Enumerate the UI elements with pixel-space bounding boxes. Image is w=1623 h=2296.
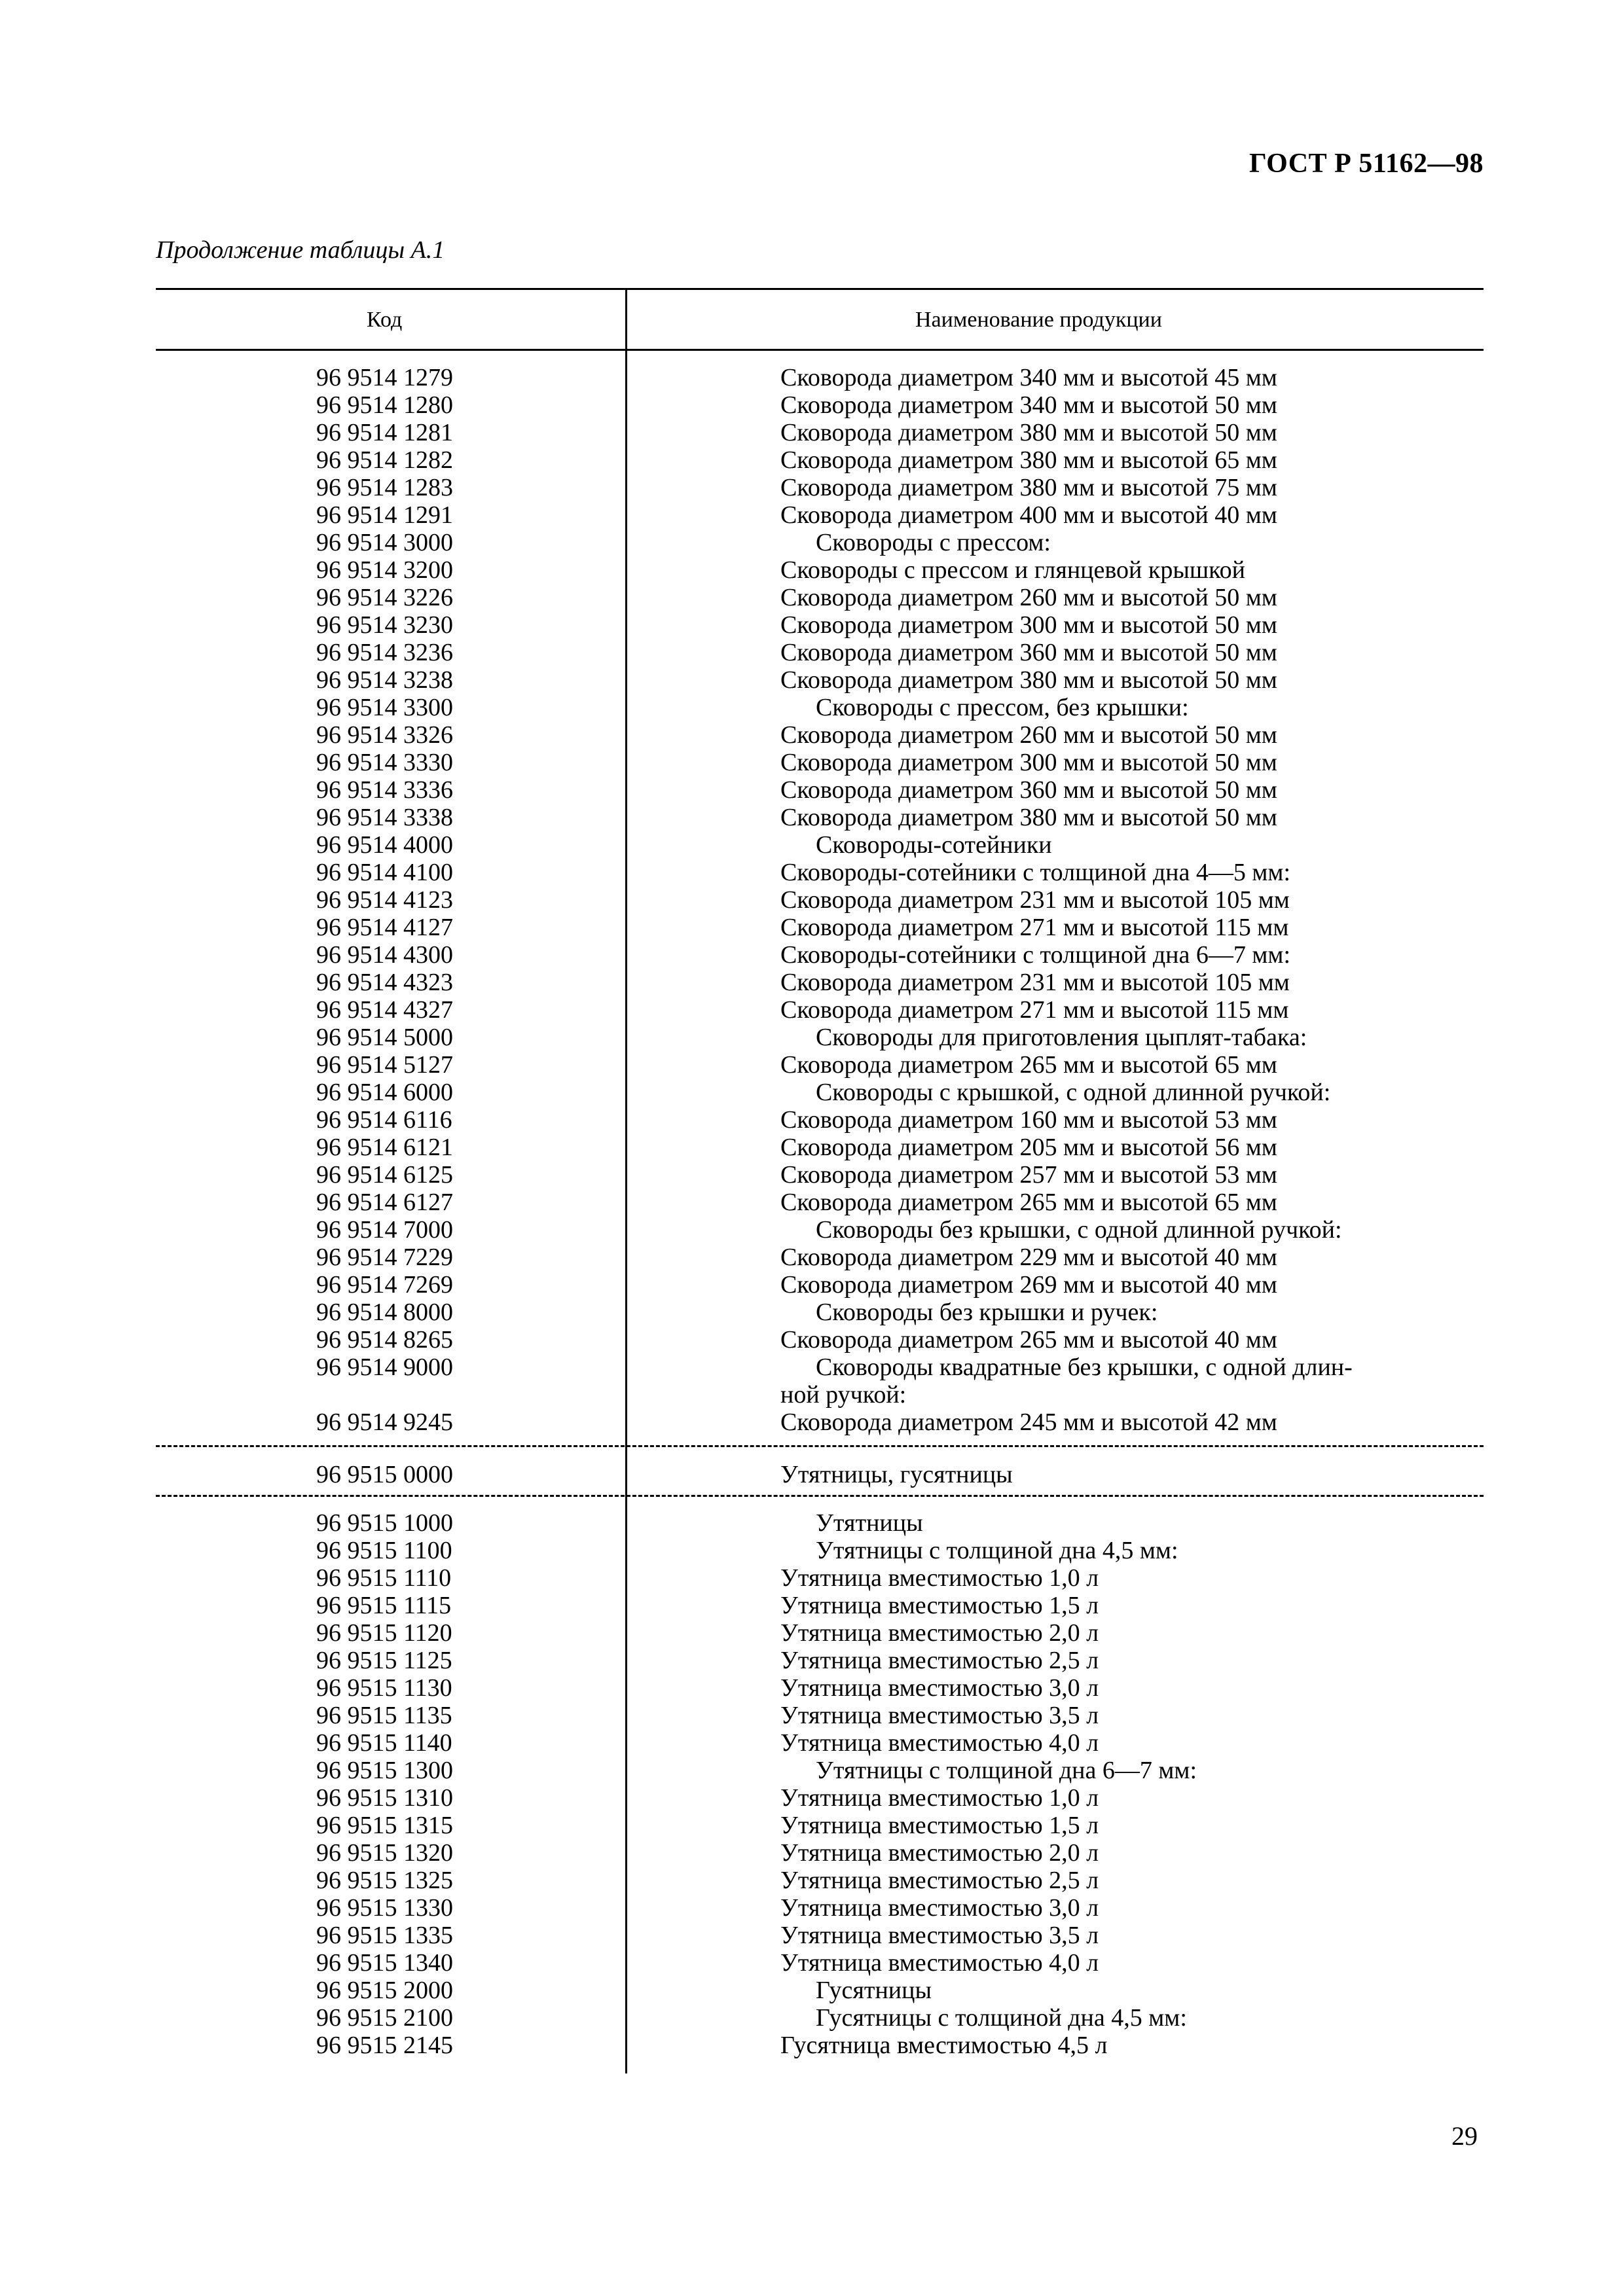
product-code: 96 9514 1280 (316, 391, 453, 419)
table-caption: Продолжение таблицы А.1 (156, 236, 445, 264)
product-name: Сковороды без крышки и ручек: (816, 1299, 1158, 1326)
product-name: Утятница вместимостью 4,0 л (780, 1949, 1099, 1977)
product-code: 96 9514 4300 (316, 941, 453, 969)
standard-designation: ГОСТ Р 51162—98 (1249, 149, 1484, 179)
product-code: 96 9514 1279 (316, 364, 453, 391)
product-name: Сковорода диаметром 231 мм и высотой 105 мм (780, 886, 1290, 914)
product-name: Сковорода диаметром 231 мм и высотой 105 мм (780, 969, 1290, 996)
product-name: Сковорода диаметром 265 мм и высотой 40 мм (780, 1326, 1277, 1354)
product-code: 96 9514 3236 (316, 639, 453, 666)
product-name: Сковороды-сотейники (816, 831, 1052, 859)
product-name: Утятница вместимостью 2,5 л (780, 1647, 1099, 1674)
product-name: Сковорода диаметром 245 мм и высотой 42 мм (780, 1408, 1277, 1436)
product-name: Сковорода диаметром 360 мм и высотой 50 мм (780, 639, 1277, 666)
table-row (0, 1949, 1623, 1977)
product-name: Гусятницы (816, 1977, 932, 2004)
table-row (0, 584, 1623, 611)
table-row (0, 1354, 1623, 1381)
product-code: 96 9515 1140 (316, 1729, 452, 1757)
product-name: Сковороды с прессом: (816, 529, 1051, 556)
product-name: Сковороды с прессом, без крышки: (816, 694, 1189, 721)
table-row (0, 859, 1623, 886)
product-code: 96 9515 1300 (316, 1757, 453, 1784)
product-code: 96 9514 4327 (316, 996, 453, 1024)
product-name: Сковорода диаметром 269 мм и высотой 40 мм (780, 1271, 1277, 1299)
product-code: 96 9514 3336 (316, 776, 453, 804)
product-name: Сковорода диаметром 160 мм и высотой 53 мм (780, 1106, 1277, 1134)
table-row (0, 556, 1623, 584)
product-code: 96 9515 2145 (316, 2032, 453, 2059)
table-row (0, 1729, 1623, 1757)
product-name: Утятница вместимостью 1,5 л (780, 1592, 1099, 1619)
table-row (0, 1784, 1623, 1812)
table-row (0, 1757, 1623, 1784)
product-name: Утятница вместимостью 3,5 л (780, 1922, 1099, 1949)
table-row (0, 831, 1623, 859)
product-name: Сковорода диаметром 340 мм и высотой 45 мм (780, 364, 1277, 391)
table-row (0, 1702, 1623, 1729)
table-row (0, 1537, 1623, 1564)
table-row (0, 529, 1623, 556)
table-row (0, 474, 1623, 501)
column-header-code: Код (367, 308, 403, 332)
product-code: 96 9515 1125 (316, 1647, 452, 1674)
product-code: 96 9514 3000 (316, 529, 453, 556)
table-row (0, 2032, 1623, 2059)
product-name: Гусятницы с толщиной дна 4,5 мм: (816, 2004, 1187, 2032)
product-name: Сковорода диаметром 265 мм и высотой 65 мм (780, 1189, 1277, 1216)
product-code: 96 9515 1110 (316, 1564, 452, 1592)
product-code: 96 9514 1281 (316, 419, 453, 446)
table-row (0, 1381, 1623, 1408)
table-row (0, 419, 1623, 446)
group-row (0, 1461, 1623, 1488)
product-code: 96 9515 1315 (316, 1812, 453, 1839)
product-name: Сковорода диаметром 300 мм и высотой 50 мм (780, 611, 1277, 639)
table-row (0, 1299, 1623, 1326)
column-header-name: Наименование продукции (915, 308, 1162, 332)
product-name: Сковорода диаметром 380 мм и высотой 65 мм (780, 446, 1277, 474)
product-code: 96 9515 1100 (316, 1537, 452, 1564)
table-row (0, 1564, 1623, 1592)
product-name: Сковороды с крышкой, с одной длинной ручкой: (816, 1079, 1331, 1106)
group-name: Утятницы, гусятницы (780, 1461, 1013, 1488)
product-code: 96 9514 3200 (316, 556, 453, 584)
product-code: 96 9515 1330 (316, 1894, 453, 1922)
product-code: 96 9514 1282 (316, 446, 453, 474)
product-code: 96 9515 1135 (316, 1702, 452, 1729)
table-row (0, 749, 1623, 776)
table-row (0, 1408, 1623, 1436)
table-row (0, 1592, 1623, 1619)
table-row (0, 1619, 1623, 1647)
product-name: Сковороды квадратные без крышки, с одной длин- (816, 1354, 1353, 1381)
table-row (0, 694, 1623, 721)
product-code: 96 9514 6000 (316, 1079, 453, 1106)
product-code: 96 9514 3230 (316, 611, 453, 639)
product-name: Утятница вместимостью 1,0 л (780, 1784, 1099, 1812)
product-code: 96 9514 3326 (316, 721, 453, 749)
product-name: Сковороды без крышки, с одной длинной ручкой: (816, 1216, 1342, 1244)
table-row (0, 1839, 1623, 1867)
table-row (0, 1189, 1623, 1216)
product-code: 96 9515 1320 (316, 1839, 453, 1867)
product-code: 96 9514 4123 (316, 886, 453, 914)
product-name: Сковорода диаметром 271 мм и высотой 115 мм (780, 996, 1289, 1024)
product-code: 96 9515 1335 (316, 1922, 453, 1949)
product-name: Сковорода диаметром 380 мм и высотой 50 мм (780, 666, 1277, 694)
table-row (0, 1922, 1623, 1949)
table-row (0, 1079, 1623, 1106)
product-name: Утятница вместимостью 2,5 л (780, 1867, 1099, 1894)
product-code: 96 9514 1291 (316, 501, 453, 529)
table-row (0, 501, 1623, 529)
table-row (0, 364, 1623, 391)
table-row (0, 1509, 1623, 1537)
table-row (0, 996, 1623, 1024)
product-name: Сковорода диаметром 380 мм и высотой 50 мм (780, 419, 1277, 446)
product-name: Сковорода диаметром 205 мм и высотой 56 мм (780, 1134, 1277, 1161)
product-code: 96 9514 5000 (316, 1024, 453, 1051)
product-name: Утятницы с толщиной дна 4,5 мм: (816, 1537, 1178, 1564)
product-code: 96 9514 5127 (316, 1051, 453, 1079)
product-code: 96 9514 3300 (316, 694, 453, 721)
product-name: Утятницы с толщиной дна 6—7 мм: (816, 1757, 1197, 1784)
product-name: Сковорода диаметром 257 мм и высотой 53 мм (780, 1161, 1277, 1189)
product-code: 96 9515 1340 (316, 1949, 453, 1977)
table-row (0, 1134, 1623, 1161)
table-row (0, 611, 1623, 639)
table-row (0, 1244, 1623, 1271)
table-top-rule (156, 288, 1484, 290)
product-code: 96 9514 3226 (316, 584, 453, 611)
table-row (0, 1051, 1623, 1079)
table-row (0, 1024, 1623, 1051)
product-name: Сковорода диаметром 360 мм и высотой 50 мм (780, 776, 1277, 804)
product-code: 96 9514 7229 (316, 1244, 453, 1271)
product-code: 96 9514 4100 (316, 859, 453, 886)
table-row (0, 1977, 1623, 2004)
product-code: 96 9514 8265 (316, 1326, 453, 1354)
product-code: 96 9515 2100 (316, 2004, 453, 2032)
table-row (0, 639, 1623, 666)
product-code: 96 9515 1120 (316, 1619, 452, 1647)
product-name: Сковороды с прессом и глянцевой крышкой (780, 556, 1246, 584)
table-row (0, 886, 1623, 914)
product-name: Утятницы (816, 1509, 923, 1537)
product-name: Гусятница вместимостью 4,5 л (780, 2032, 1108, 2059)
table-row (0, 391, 1623, 419)
product-name: Сковороды для приготовления цыплят-табака: (816, 1024, 1307, 1051)
table-row (0, 914, 1623, 941)
product-name: Сковорода диаметром 380 мм и высотой 50 мм (780, 804, 1277, 831)
product-code: 96 9514 3338 (316, 804, 453, 831)
product-name: Сковорода диаметром 271 мм и высотой 115 мм (780, 914, 1289, 941)
table-row (0, 804, 1623, 831)
table-row (0, 1812, 1623, 1839)
table-row (0, 1161, 1623, 1189)
product-code: 96 9514 4127 (316, 914, 453, 941)
table-row (0, 1867, 1623, 1894)
table-row (0, 1216, 1623, 1244)
product-code: 96 9515 1325 (316, 1867, 453, 1894)
table-row (0, 941, 1623, 969)
product-code: 96 9515 1130 (316, 1674, 452, 1702)
table-row (0, 1894, 1623, 1922)
product-code: 96 9514 7000 (316, 1216, 453, 1244)
product-name: Сковорода диаметром 229 мм и высотой 40 мм (780, 1244, 1277, 1271)
page-number: 29 (1451, 2121, 1478, 2151)
product-name: Утятница вместимостью 3,0 л (780, 1894, 1099, 1922)
product-name: Сковорода диаметром 300 мм и высотой 50 мм (780, 749, 1277, 776)
product-name: Сковороды-сотейники с толщиной дна 6—7 мм: (780, 941, 1291, 969)
product-code: 96 9514 1283 (316, 474, 453, 501)
product-name: Сковорода диаметром 260 мм и высотой 50 мм (780, 721, 1277, 749)
product-code: 96 9514 8000 (316, 1299, 453, 1326)
product-code: 96 9515 1115 (316, 1592, 452, 1619)
product-name: Сковорода диаметром 260 мм и высотой 50 мм (780, 584, 1277, 611)
product-name: Утятница вместимостью 3,5 л (780, 1702, 1099, 1729)
product-name: Сковорода диаметром 265 мм и высотой 65 мм (780, 1051, 1277, 1079)
product-name: Утятница вместимостью 1,5 л (780, 1812, 1099, 1839)
table-row (0, 1271, 1623, 1299)
header-bottom-rule (156, 349, 1484, 351)
product-code: 96 9514 9000 (316, 1354, 453, 1381)
table-row (0, 1326, 1623, 1354)
table-row (0, 666, 1623, 694)
product-code: 96 9514 7269 (316, 1271, 453, 1299)
product-code: 96 9514 6125 (316, 1161, 453, 1189)
product-code: 96 9515 1000 (316, 1509, 453, 1537)
product-name: Сковорода диаметром 340 мм и высотой 50 мм (780, 391, 1277, 419)
table-body-section-2 (0, 1509, 1623, 2059)
product-code: 96 9514 4000 (316, 831, 453, 859)
product-name: Утятница вместимостью 1,0 л (780, 1564, 1099, 1592)
product-code: 96 9514 9245 (316, 1408, 453, 1436)
product-name: ной ручкой: (780, 1381, 907, 1408)
product-code: 96 9514 6121 (316, 1134, 453, 1161)
product-name: Утятница вместимостью 2,0 л (780, 1619, 1099, 1647)
product-name: Утятница вместимостью 2,0 л (780, 1839, 1099, 1867)
table-body-section-1 (0, 364, 1623, 1436)
table-row (0, 721, 1623, 749)
product-name: Сковороды-сотейники с толщиной дна 4—5 мм: (780, 859, 1291, 886)
product-code: 96 9514 4323 (316, 969, 453, 996)
product-code: 96 9514 3238 (316, 666, 453, 694)
group-code: 96 9515 0000 (316, 1461, 453, 1488)
product-code: 96 9515 1310 (316, 1784, 453, 1812)
product-name: Сковорода диаметром 400 мм и высотой 40 мм (780, 501, 1277, 529)
table-row (0, 1106, 1623, 1134)
product-code: 96 9514 6116 (316, 1106, 452, 1134)
table-row (0, 1647, 1623, 1674)
table-row (0, 969, 1623, 996)
dashed-separator-bottom (156, 1495, 1484, 1497)
dashed-separator-top (156, 1445, 1484, 1447)
table-row (0, 2004, 1623, 2032)
table-row (0, 776, 1623, 804)
product-code: 96 9514 6127 (316, 1189, 453, 1216)
table-row (0, 446, 1623, 474)
product-code: 96 9514 3330 (316, 749, 453, 776)
table-row (0, 1674, 1623, 1702)
product-code: 96 9515 2000 (316, 1977, 453, 2004)
product-name: Сковорода диаметром 380 мм и высотой 75 мм (780, 474, 1277, 501)
product-name: Утятница вместимостью 3,0 л (780, 1674, 1099, 1702)
product-name: Утятница вместимостью 4,0 л (780, 1729, 1099, 1757)
